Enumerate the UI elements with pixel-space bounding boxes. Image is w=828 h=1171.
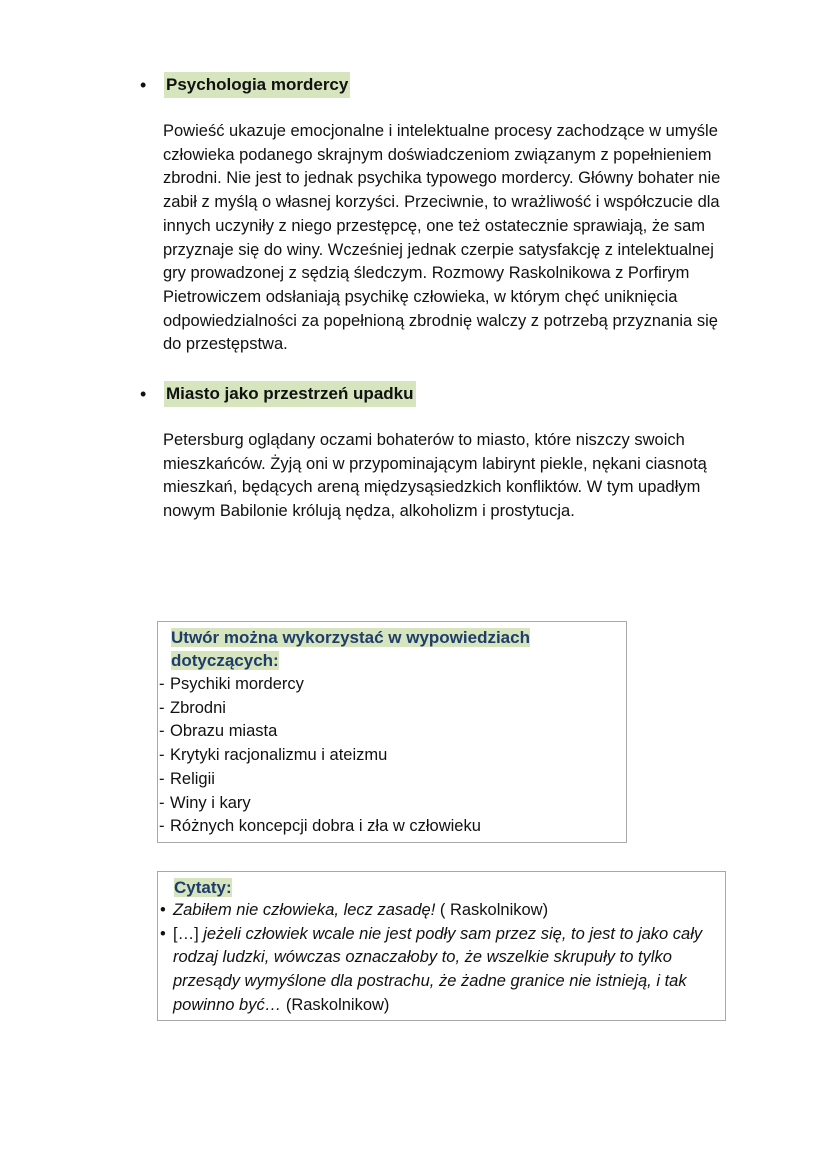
usage-list xyxy=(159,673,626,839)
dash-icon: - xyxy=(159,769,165,788)
dash-icon: - xyxy=(159,746,165,765)
quote-source: ( Raskolnikow) xyxy=(435,901,549,919)
dash-icon: - xyxy=(159,722,165,741)
list-item: - Psychiki mordercy xyxy=(159,673,626,697)
usage-box-heading xyxy=(159,626,626,672)
section-heading-row xyxy=(140,381,740,407)
bullet-icon: • xyxy=(160,901,166,919)
list-item: - Zbrodni xyxy=(159,697,626,721)
quote-prefix: […] xyxy=(173,924,204,943)
bullet-icon: • xyxy=(140,75,147,95)
quotes-list xyxy=(160,899,717,1018)
usage-heading-line1: Utwór można wykorzystać w wypowiedziach xyxy=(171,628,530,647)
quote-item xyxy=(160,899,717,923)
section-psychologia xyxy=(140,72,740,98)
bullet-icon: • xyxy=(160,924,166,943)
bullet-icon: • xyxy=(140,384,147,404)
quote-source: (Raskolnikow) xyxy=(281,995,390,1014)
dash-icon: - xyxy=(159,675,165,693)
list-item: - Krytyki racjonalizmu i ateizmu xyxy=(159,744,626,768)
list-item: - Obrazu miasta xyxy=(159,720,626,744)
section-heading-row xyxy=(140,72,740,98)
list-item: - Winy i kary xyxy=(159,792,626,816)
dash-icon: - xyxy=(159,793,165,812)
dash-icon: - xyxy=(159,817,165,836)
dash-icon: - xyxy=(159,698,165,717)
quotes-box xyxy=(157,871,726,1021)
usage-box xyxy=(157,621,627,843)
section-heading: Psychologia mordercy xyxy=(164,72,350,98)
quotes-heading: Cytaty: xyxy=(174,878,232,897)
section-heading: Miasto jako przestrzeń upadku xyxy=(164,381,416,407)
section-paragraph: Petersburg oglądany oczami bohaterów to miasto, które niszczy swoich mieszkańców. Żyją oni w przypominającym labirynt piekle, nękani ciasnotą mieszkań, będących areną międzysąsiedzkich konfliktów. W tym upadłym nowym Babilonie królują nędza, alkoholizm i prostytucja. xyxy=(163,431,707,521)
section-miasto xyxy=(140,381,740,407)
quote-item xyxy=(160,923,717,1018)
quote-text: jeżeli człowiek wcale nie jest podły sam przez się, to jest to jako cały rodzaj ludzki, wówczas oznaczałoby to, że wszelkie skrupuły to tylko przesądy wymyślone dla postrachu, że żadne granice nie istnieją, i tak powinno być… xyxy=(173,924,703,1014)
quotes-box-heading xyxy=(160,876,717,899)
quote-text: Zabiłem nie człowieka, lecz zasadę! xyxy=(173,901,436,919)
list-item: - Różnych koncepcji dobra i zła w człowieku xyxy=(159,815,626,839)
usage-heading-line2: dotyczących: xyxy=(171,651,279,670)
section-paragraph: Powieść ukazuje emocjonalne i intelektualne procesy zachodzące w umyśle człowieka podanego skrajnym doświadczeniom związanym z popełnieniem zbrodni. Nie jest to jednak psychika typowego mordercy. Główny bohater nie zabił z myślą o własnej korzyści. Przeciwnie, to wrażliwość i współczucie dla innych uczyniły z niego przestępcę, one też ostatecznie sprawiają, że sam przyznaje się do winy. Wcześniej jednak czerpie satysfakcję z intelektualnej gry prowadzonej z sędzią śledczym. Rozmowy Raskolnikowa z Porfirym Pietrowiczem odsłaniają psychikę człowieka, w którym chęć uniknięcia odpowiedzialności za popełnioną zbrodnię walczy z potrzebą przyznania się do przestępstwa. xyxy=(163,122,721,354)
list-item: - Religii xyxy=(159,768,626,792)
